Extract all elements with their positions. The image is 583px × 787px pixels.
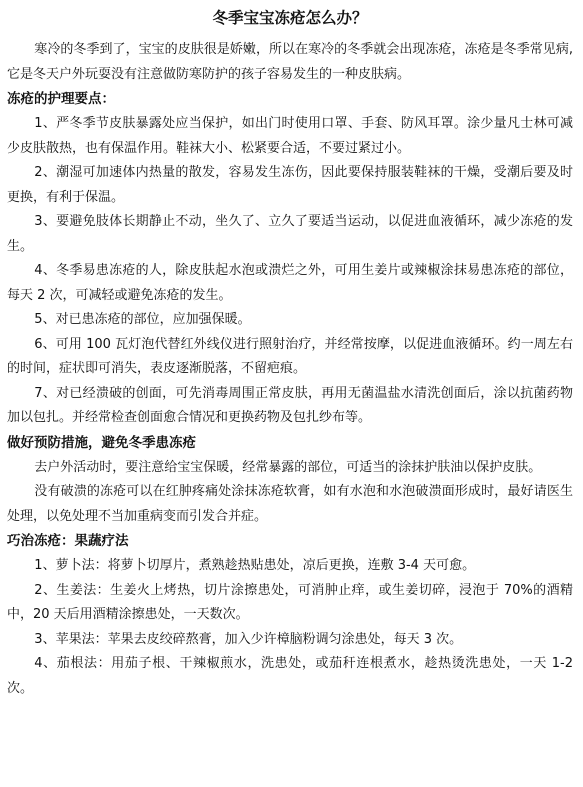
- care-item-5: 5、对已患冻疮的部位，应加强保暖。: [34, 312, 251, 327]
- remedy-item-3: 3、苹果法：苹果去皮绞碎熬膏，加入少许樟脑粉调匀涂患处，每天 3 次。: [34, 631, 463, 647]
- care-item-6: 6、可用 100 瓦灯泡代替红外线仪进行照射治疗，并经常按摩，以促进血液循环。约一周左右的时间，症状即可消失，表皮逐渐脱落，不留疤痕。: [7, 336, 573, 376]
- remedy-item-4: 4、茄根法：用茄子根、干辣椒煎水，洗患处，或茄秆连根煮水，趁热烫洗患处，一天 1-2 次。: [7, 656, 573, 696]
- care-item-7: 7、对已经溃破的创面，可先消毒周围正常皮肤，再用无菌温盐水清洗创面后，涂以抗菌药物加以包扎。并经常检查创面愈合情况和更换药物及包扎纱布等。: [7, 385, 573, 425]
- section-heading-remedies: 巧治冻疮：果蔬疗法: [7, 533, 129, 549]
- intro-paragraph: 寒冷的冬季到了，宝宝的皮肤很是娇嫩，所以在寒冷的冬季就会出现冻疮，冻疮是冬季常见病,它是冬天户外玩耍没有注意做防寒防护的孩子容易发生的一种皮肤病。: [7, 42, 573, 82]
- care-item-4: 4、冬季易患冻疮的人，除皮肤起水泡或溃烂之外，可用生姜片或辣椒涂抹易患冻疮的部位，每天 2 次，可减轻或避免冻疮的发生。: [7, 263, 573, 303]
- remedy-item-1: 1、萝卜法：将萝卜切厚片，煮熟趁热贴患处，凉后更换，连敷 3-4 天可愈。: [34, 558, 476, 573]
- care-item-1: 1、严冬季节皮肤暴露处应当保护，如出门时使用口罩、手套、防风耳罩。涂少量凡士林可减少皮肤散热，也有保温作用。鞋袜大小、松紧要合适，不要过紧过小。: [7, 116, 573, 156]
- remedy-item-2: 2、生姜法：生姜火上烤热，切片涂擦患处，可消肿止痒，或生姜切碎，浸泡于 70%的酒精中，20 天后用酒精涂擦患处，一天数次。: [7, 582, 573, 622]
- section-heading-prevention: 做好预防措施，避免冬季患冻疮: [7, 434, 196, 451]
- section-heading-care: 冻疮的护理要点：: [7, 91, 115, 107]
- article-title: 冬季宝宝冻疮怎么办？: [212, 8, 368, 27]
- care-item-2: 2、潮湿可加速体内热量的散发，容易发生冻伤，因此要保持服装鞋袜的干燥，受潮后要及时更换，有利于保温。: [7, 165, 573, 205]
- prevention-paragraph-1: 去户外活动时，要注意给宝宝保暖，经常暴露的部位，可适当的涂抹护肤油以保护皮肤。: [34, 459, 542, 475]
- care-item-3: 3、要避免肢体长期静止不动，坐久了、立久了要适当运动，以促进血液循环，减少冻疮的发生。: [7, 214, 573, 254]
- prevention-paragraph-2: 没有破溃的冻疮可以在红肿疼痛处涂抹冻疮软膏，如有水泡和水泡破溃面形成时，最好请医生处理，以免处理不当加重病变而引发合并症。: [7, 484, 573, 524]
